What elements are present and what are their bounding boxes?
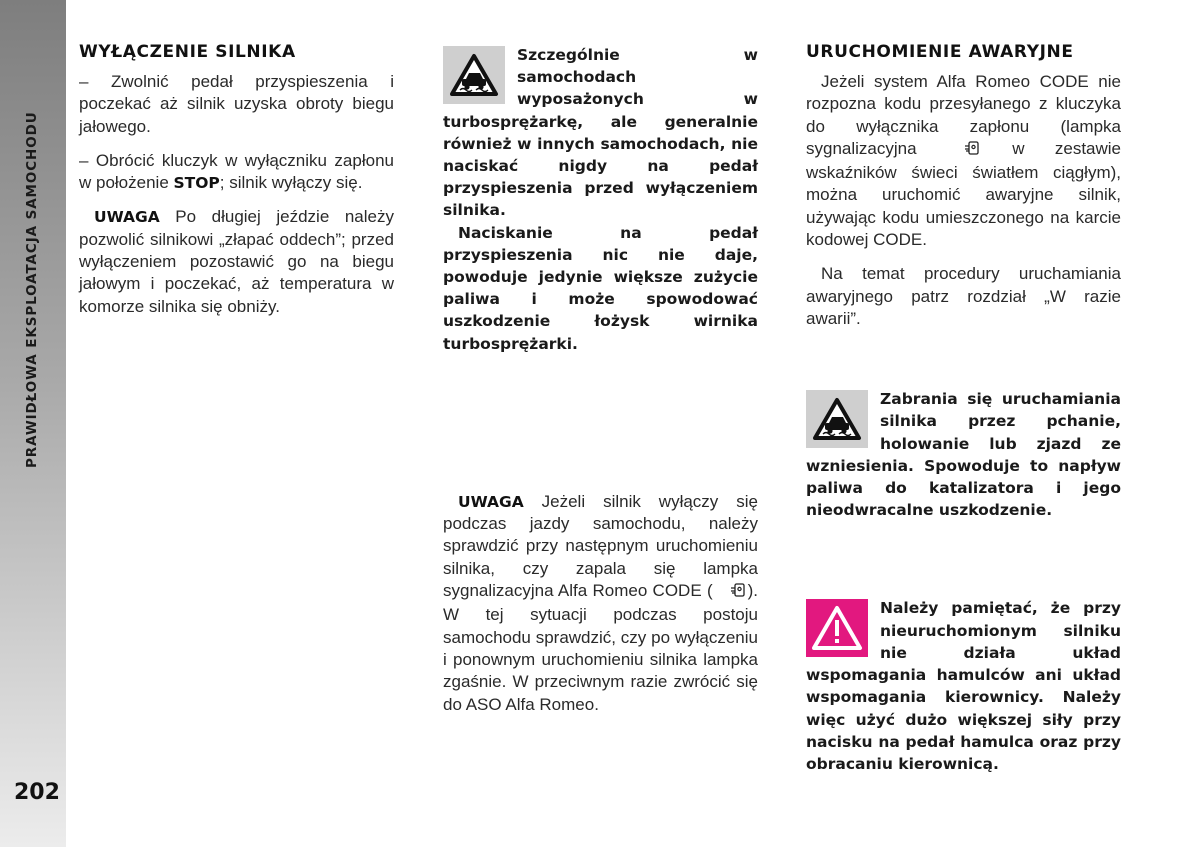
note-text: Jeżeli silnik wyłączy się podczas jazdy samochodu, należy sprawdzić przy następnym uruchomieniu silnika, czy zapala się lampka sygnalizacyjna Alfa Romeo CODE ( — [443, 491, 758, 601]
column-emergency-start — [806, 42, 1121, 775]
code-lamp-icon — [715, 582, 746, 604]
turbo-warning-text-2: Naciskanie na pedał przyspieszenia nic nie daje, powoduje jedynie większe zużycie paliwa i może spowodować uszkodzenie łożysk wirnika turbosprężarki. — [443, 223, 758, 353]
paragraph-turn-key — [79, 150, 394, 195]
text-part: Jeżeli system Alfa Romeo CODE nie rozpozna kodu przesyłanego z kluczyka do wyłącznika zapłonu (lampka sygnalizacyjna — [806, 72, 1121, 158]
code-lamp-icon — [949, 140, 980, 162]
paragraph-note — [79, 206, 394, 317]
brake-assist-warning — [806, 597, 1121, 775]
page-number: 202 — [14, 780, 60, 805]
warning-triangle-icon — [806, 599, 868, 657]
column-turbo-warning — [443, 44, 758, 728]
turbo-warning-text: Szczególnie w samochodach wyposażonych w turbosprężarkę, ale generalnie również w innych samochodach, nie naciskać nigdy na pedał przyspieszenia przed wyłączeniem silnika. — [443, 46, 758, 220]
column-engine-stop — [79, 42, 394, 330]
paragraph-release-pedal: – Zwolnić pedał przyspieszenia i poczekać aż silnik uzyska obroty biegu jałowego. — [79, 72, 394, 136]
note-label: UWAGA — [94, 208, 160, 227]
sidebar — [0, 0, 66, 847]
note-text: ). W tej sytuacji podczas postoju samochodu sprawdzić, czy po wyłączeniu i ponownym uruchomieniu silnika lampka zgaśnie. W przeciwnym razie zwrócić się do ASO Alfa Romeo. — [443, 581, 758, 714]
car-hazard-icon — [806, 390, 868, 448]
paragraph-procedure-ref: Na temat procedury uruchamiania awaryjnego patrz rozdział „W razie awarii”. — [806, 264, 1121, 328]
push-start-warning — [806, 388, 1121, 521]
text-part: ; silnik wyłączy się. — [219, 173, 363, 193]
paragraph-code-system — [806, 71, 1121, 251]
note-text: Po długiej jeździe należy pozwolić silnikowi „złapać oddech”; przed wyłączeniem pozostawić go na biegu jałowym i poczekać, aż temperatura w komorze silnika się obniży. — [79, 207, 394, 316]
note-label: UWAGA — [458, 492, 524, 511]
paragraph-code-note — [443, 491, 758, 716]
section-title: PRAWIDŁOWA EKSPLOATACJA SAMOCHODU — [24, 111, 40, 468]
text-part: w zestawie wskaźników świeci światłem ciągłym), można uruchomić awaryjne silnik, używając kodu umieszczonego na karcie kodowej CODE. — [806, 138, 1121, 250]
heading-engine-stop: WYŁĄCZENIE SILNIKA — [79, 42, 296, 62]
stop-label: STOP — [173, 174, 220, 193]
heading-emergency-start: URUCHOMIENIE AWARYJNE — [806, 42, 1074, 62]
push-start-warning-text: Zabrania się uruchamiania silnika przez pchanie, holowanie lub zjazd ze wzniesienia. Spowoduje to napływ paliwa do katalizatora i jego nieodwracalne uszkodzenie. — [806, 390, 1121, 520]
brake-assist-warning-text: Należy pamiętać, że przy nieuruchomionym silniku nie działa układ wspomagania hamulców ani układ wspomagania kierownicy. Należy więc użyć dużo większej siły przy nacisku na pedał hamulca oraz przy obracaniu kierownicą. — [806, 599, 1121, 773]
car-hazard-icon — [443, 46, 505, 104]
text-part: – Obrócić kluczyk w wyłączniku zapłonu w położenie — [79, 150, 394, 193]
